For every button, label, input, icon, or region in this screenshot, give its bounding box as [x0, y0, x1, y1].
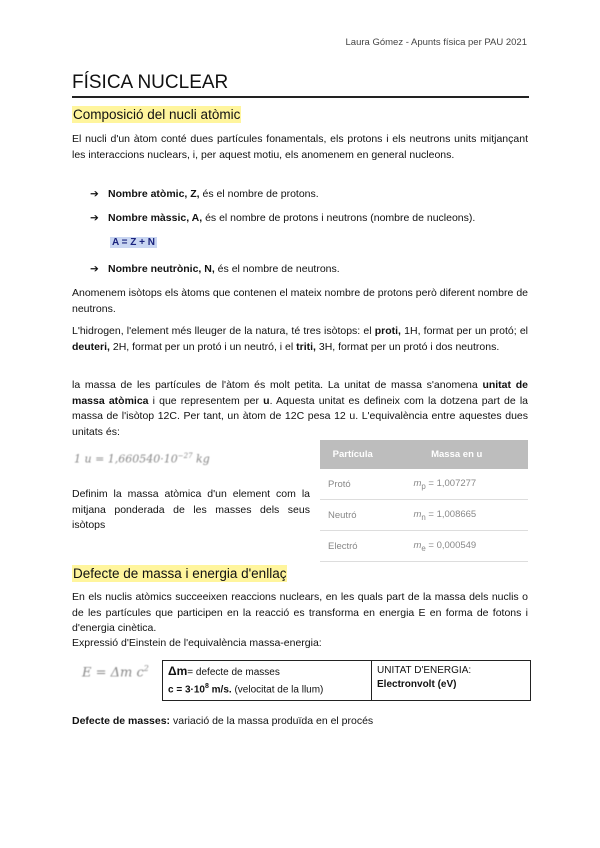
table-header: Massa en u	[385, 440, 528, 469]
mass-symbol: m	[413, 539, 422, 551]
bullet-text: és el nombre de protons.	[199, 188, 319, 200]
bullet-atomic-number	[90, 187, 319, 202]
mass-symbol: m	[413, 508, 422, 520]
text-span: L'hidrogen, l'element més lleuger de la natura, té tres isòtops: el	[72, 325, 375, 337]
table-cell	[385, 500, 528, 531]
bullet-bold: Nombre màssic, A,	[108, 212, 203, 224]
intro-paragraph: El nucli d'un àtom conté dues partícules fonamentals, els protons i els neutrons units mitjançant les interaccions nuclears, i, per aquest motiu, els anomenem en general nucleons.	[72, 133, 528, 161]
page-title: FÍSICA NUCLEAR	[72, 72, 229, 93]
emc-formula	[82, 664, 149, 680]
emc-exp: 2	[143, 664, 149, 673]
u-equiv-text: 1 u = 1,660540·10	[74, 452, 178, 466]
box-left-cell	[163, 661, 372, 701]
u-unit: kg	[192, 452, 210, 466]
arrow-icon: ➔	[90, 212, 99, 224]
table-row	[320, 531, 528, 562]
particle-table	[320, 440, 528, 562]
dm-line	[168, 664, 366, 680]
table-cell: Neutró	[320, 500, 385, 531]
title-rule	[72, 96, 529, 98]
text-span: i que representem per	[148, 394, 264, 407]
bold-u: u	[263, 394, 270, 407]
bullet-bold: Nombre neutrònic, N,	[108, 263, 215, 275]
mass-sub: e	[421, 543, 426, 553]
energy-box	[162, 660, 531, 701]
arrow-icon: ➔	[90, 188, 99, 200]
arrow-icon: ➔	[90, 263, 99, 275]
formula-a-z-n: A = Z + N	[112, 237, 155, 248]
mass-symbol: m	[413, 477, 422, 489]
text-span: 2H, format per un protó i un neutró, i el	[109, 340, 297, 353]
text-span: 1H, format per un protó; el	[400, 325, 528, 337]
bold-triti: triti,	[296, 340, 316, 353]
defecte-text: variació de la massa produïda en el procés	[170, 715, 374, 727]
bullet-text: és el nombre de neutrons.	[214, 263, 340, 275]
table-header-row	[320, 440, 528, 469]
text-span: la massa de les partícules de l'àtom és molt petita. La unitat de massa s'anomena	[72, 379, 483, 391]
isotops-paragraph: Anomenem isòtops els àtoms que contenen el mateix nombre de protons però diferent nombre de neutrons.	[72, 287, 528, 315]
u-equivalence	[74, 452, 210, 466]
hydrogen-paragraph	[72, 324, 528, 355]
c-unit: m/s.	[208, 684, 232, 696]
dm-bold: Δm	[168, 664, 188, 678]
bullet-neutron-number	[90, 262, 340, 277]
c-line	[168, 680, 366, 697]
definim-paragraph: Definim la massa atòmica d'un element com la mitjana ponderada de les masses dels seus isòtops	[72, 488, 310, 531]
defecte-line	[72, 714, 528, 730]
table-cell	[385, 531, 528, 562]
mass-value: = 0,000549	[425, 539, 477, 551]
text-span: 3H, format per un protó i dos neutrons.	[315, 340, 500, 353]
table-cell: Protó	[320, 469, 385, 500]
table-row	[320, 469, 528, 500]
box-row	[163, 661, 531, 701]
bold-deuteri: deuteri,	[72, 340, 110, 353]
nuclear-paragraph: En els nuclis atòmics succeeixen reaccions nuclears, en les quals part de la massa dels nuclis o de les partícules que participen en la reacció es transforma en energia E en forma de fotons i d'energia cinètica.	[72, 591, 528, 634]
c-bold: c = 3·10	[168, 684, 205, 696]
box-right-cell	[372, 661, 531, 701]
unit-value: Electronvolt (eV)	[377, 679, 457, 690]
u-exp: −27	[177, 452, 193, 460]
bullet-text: és el nombre de protons i neutrons (nombre de nucleons).	[202, 212, 476, 224]
table-row	[320, 500, 528, 531]
mass-sub: n	[421, 512, 426, 522]
table-cell	[385, 469, 528, 500]
emc-text: E = Δm c	[82, 665, 144, 681]
text-span: . Aquesta unitat es defineix com la dotzena part de la massa de l'isòtop 12C. Per tant, un àtom de 12C pesa 12 u. L'equivalència entre aquestes dues unitats és:	[72, 394, 529, 438]
bullet-bold: Nombre atòmic, Z,	[108, 188, 200, 200]
bold-uma: unitat de massa atòmica	[72, 379, 528, 407]
c-text: (velocitat de la llum)	[231, 684, 324, 696]
mass-value: = 1,007277	[425, 477, 477, 489]
table-header: Partícula	[320, 440, 385, 469]
section-heading-composicio: Composició del nucli atòmic	[73, 107, 241, 122]
c-exp: 8	[204, 683, 209, 690]
mass-value: = 1,008665	[425, 508, 477, 520]
table-cell: Electró	[320, 531, 385, 562]
page-header: Laura Gómez - Apunts física per PAU 2021	[345, 37, 527, 48]
dm-text: = defecte de masses	[187, 667, 280, 678]
unit-title: UNITAT D'ENERGIA:	[377, 665, 472, 676]
defecte-bold: Defecte de masses:	[72, 715, 171, 727]
section-heading-defecte: Defecte de massa i energia d'enllaç	[73, 566, 287, 581]
bold-proti: proti,	[374, 325, 401, 337]
mass-paragraph	[72, 378, 528, 440]
einstein-line: Expressió d'Einstein de l'equivalència massa-energia:	[72, 637, 322, 649]
bullet-mass-number	[90, 211, 475, 226]
mass-sub: p	[421, 481, 426, 491]
